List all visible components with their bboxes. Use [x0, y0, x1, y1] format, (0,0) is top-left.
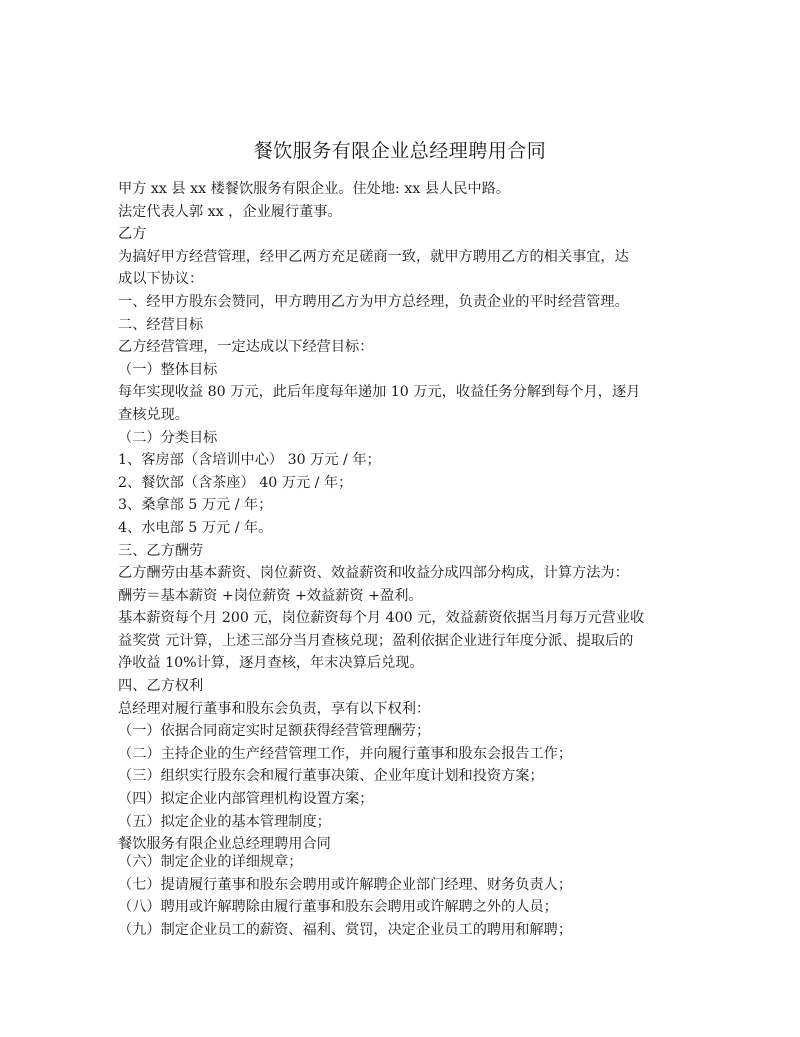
text-line: 益奖赏 元计算，上述三部分当月查核兑现；盈利依据企业进行年度分派、提取后的	[118, 632, 634, 649]
text-line: 乙方	[118, 226, 147, 243]
text-line: 查核兑现。	[118, 406, 189, 423]
text-line: 四、乙方权利	[118, 678, 204, 695]
text-line: 2、餐饮部（含茶座） 40 万元 / 年；	[118, 474, 353, 491]
text-line: （五）拟定企业的基本管理制度；	[118, 813, 331, 830]
text-line: （三）组织实行股东会和履行董事决策、企业年度计划和投资方案；	[118, 768, 544, 785]
text-line: （八）聘用或许解聘除由履行董事和股东会聘用或许解聘之外的人员；	[118, 899, 558, 916]
text-line: （一）整体目标	[118, 361, 218, 378]
text-line: （一）依据合同商定实时足额获得经营管理酬劳；	[118, 723, 431, 740]
text-line: 4、水电部 5 万元 / 年。	[118, 519, 273, 536]
document-body	[118, 178, 678, 856]
text-line: 净收益 10%计算，逐月查核，年末决算后兑现。	[118, 655, 424, 672]
text-line: 乙方经营管理，一定达成以下经营目标：	[118, 339, 374, 356]
running-footer-title: 餐饮服务有限企业总经理聘用合同	[118, 836, 331, 853]
text-line: （六）制定企业的详细规章；	[118, 854, 303, 870]
text-line: 乙方酬劳由基本薪资、岗位薪资、效益薪资和收益分成四部分构成，计算方法为：	[118, 565, 629, 582]
text-line: 总经理对履行董事和股东会负责，享有以下权利：	[118, 700, 431, 717]
document-title: 餐饮服务有限企业总经理聘用合同	[253, 140, 547, 162]
text-line: 三、乙方酬劳	[118, 542, 204, 559]
text-line: 1、客房部（含培训中心） 30 万元 / 年；	[118, 452, 381, 469]
text-line: （二）分类目标	[118, 429, 218, 446]
text-line: 一、经甲方股东会赞同，甲方聘用乙方为甲方总经理，负责企业的平时经营管理。	[118, 293, 629, 310]
text-line: 3、桑拿部 5 万元 / 年；	[118, 497, 273, 514]
text-line: （四）拟定企业内部管理机构设置方案；	[118, 791, 374, 808]
text-line: 每年实现收益 80 万元，此后年度每年递加 10 万元，收益任务分解到每个月，逐月	[118, 384, 641, 401]
text-line: 二、经营目标	[118, 316, 204, 333]
text-line: （七）提请履行董事和股东会聘用或许解聘企业部门经理、财务负责人；	[118, 876, 573, 893]
document-continuation	[118, 851, 678, 941]
text-line: 法定代表人郭 xx ，企业履行董事。	[118, 203, 342, 220]
text-line: 基本薪资每个月 200 元，岗位薪资每个月 400 元，效益薪资依据当月每万元营业收	[118, 610, 645, 627]
text-line: （二）主持企业的生产经营管理工作，并向履行董事和股东会报告工作；	[118, 745, 573, 762]
text-line: 甲方 xx 县 xx 楼餐饮服务有限企业。住处地: xx 县人民中路。	[118, 181, 510, 197]
text-line: （九）制定企业员工的薪资、福利、赏罚，决定企业员工的聘用和解聘；	[118, 921, 573, 938]
text-line: 为搞好甲方经营管理，经甲乙两方充足磋商一致，就甲方聘用乙方的相关事宜，达	[118, 248, 629, 265]
text-line: 成以下协议：	[118, 271, 204, 288]
text-line: 酬劳＝基本薪资 +岗位薪资 +效益薪资 +盈利。	[118, 587, 423, 604]
